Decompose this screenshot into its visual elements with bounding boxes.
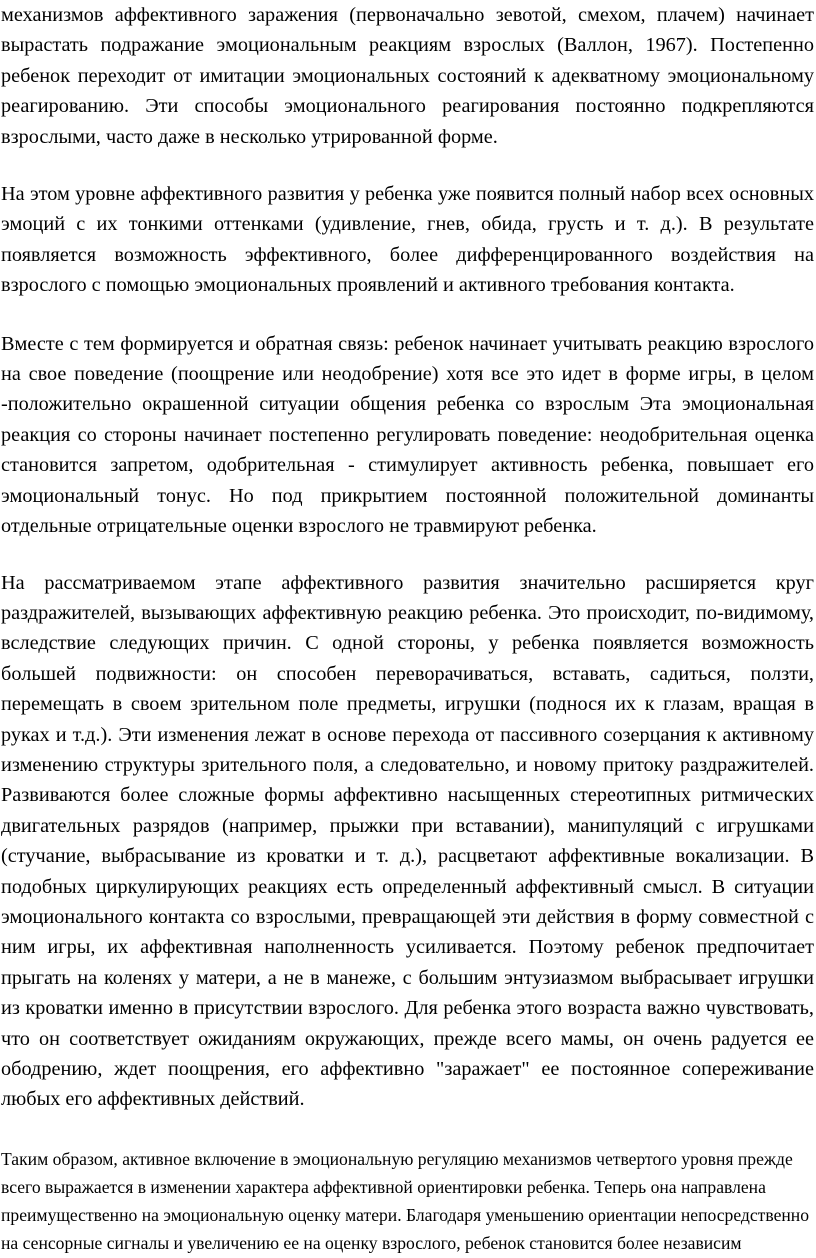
paragraph-5: Таким образом, активное включение в эмоциональную регуляцию механизмов четвертого уровня прежде всего выражается в изменении характера аффективной ориентировки ребенка. Теперь она направлена преимущественно на эмоциональную оценку матери. Благодаря уменьшению ориентации непосредственно на сенсорные сигналы и увеличению ее на оценку взрослого, ребенок становится более независим bbox=[1, 1148, 810, 1254]
paragraph-1: механизмов аффективного заражения (первоначально зевотой, смехом, плачем) начинает вырастать подражание эмоциональным реакциям взрослых (Валлон, 1967). Постепенно ребенок переходит от имитации эмоциональных состояний к адекватному эмоциональному реагированию. Эти способы эмоционального реагирования постоянно подкрепляются взрослыми, часто даже в несколько утрированной форме. bbox=[1, 4, 814, 148]
paragraph-2: На этом уровне аффективного развития у ребенка уже появится полный набор всех основных эмоций с их тонкими оттенками (удивление, гнев, обида, грусть и т. д.). В результате появляется возможность эффективного, более дифференцированного воздействия на взрослого с помощью эмоциональных проявлений и активного требования контакта. bbox=[1, 183, 814, 297]
paragraph-4: На рассматриваемом этапе аффективного развития значительно расширяется круг раздражителей, вызывающих аффективную реакцию ребенка. Это происходит, по-видимому, вследствие следующих причин. С одной стороны, у ребенка появляется возможность большей подвижности: он способен переворачиваться, вставать, садиться, ползти, перемещать в своем зрительном поле предметы, игрушки (поднося их к глазам, вращая в руках и т.д.). Эти изменения лежат в основе перехода от пассивного созерцания к активному изменению структуры зрительного поля, а следовательно, и новому притоку раздражителей. Развиваются более сложные формы аффективно насыщенных стереотипных ритмических двигательных разрядов (например, прыжки при вставании), манипуляций с игрушками (стучание, выбрасывание из кроватки и т. д.), расцветают аффективные вокализации. В подобных циркулирующих реакциях есть определенный аффективный смысл. В ситуации эмоционального контакта со взрослыми, превращающей эти действия в форму совместной с ним игры, их аффективная наполненность усиливается. Поэтому ребенок предпочитает прыгать на коленях у матери, а не в манеже, с большим энтузиазмом выбрасывает игрушки из кроватки именно в присутствии взрослого. Для ребенка этого возраста важно чувствовать, что он соответствует ожиданиям окружающих, прежде всего мамы, он очень радуется ее ободрению, ждет поощрения, его аффективно "заражает" ее постоянное сопереживание любых его аффективных действий. bbox=[1, 571, 814, 1111]
paragraph-3: Вместе с тем формируется и обратная связь: ребенок начинает учитывать реакцию взрослого на свое поведение (поощрение или неодобрение) хотя все это идет в форме игры, в целом -положительно окрашенной ситуации общения ребенка со взрослым Эта эмоциональная реакция со стороны начинает постепенно регулировать поведение: неодобрительная оценка становится запретом, одобрительная - стимулирует активность ребенка, повышает его эмоциональный тонус. Но под прикрытием постоянной положительной доминанты отдельные отрицательные оценки взрослого не травмируют ребенка. bbox=[1, 332, 814, 538]
